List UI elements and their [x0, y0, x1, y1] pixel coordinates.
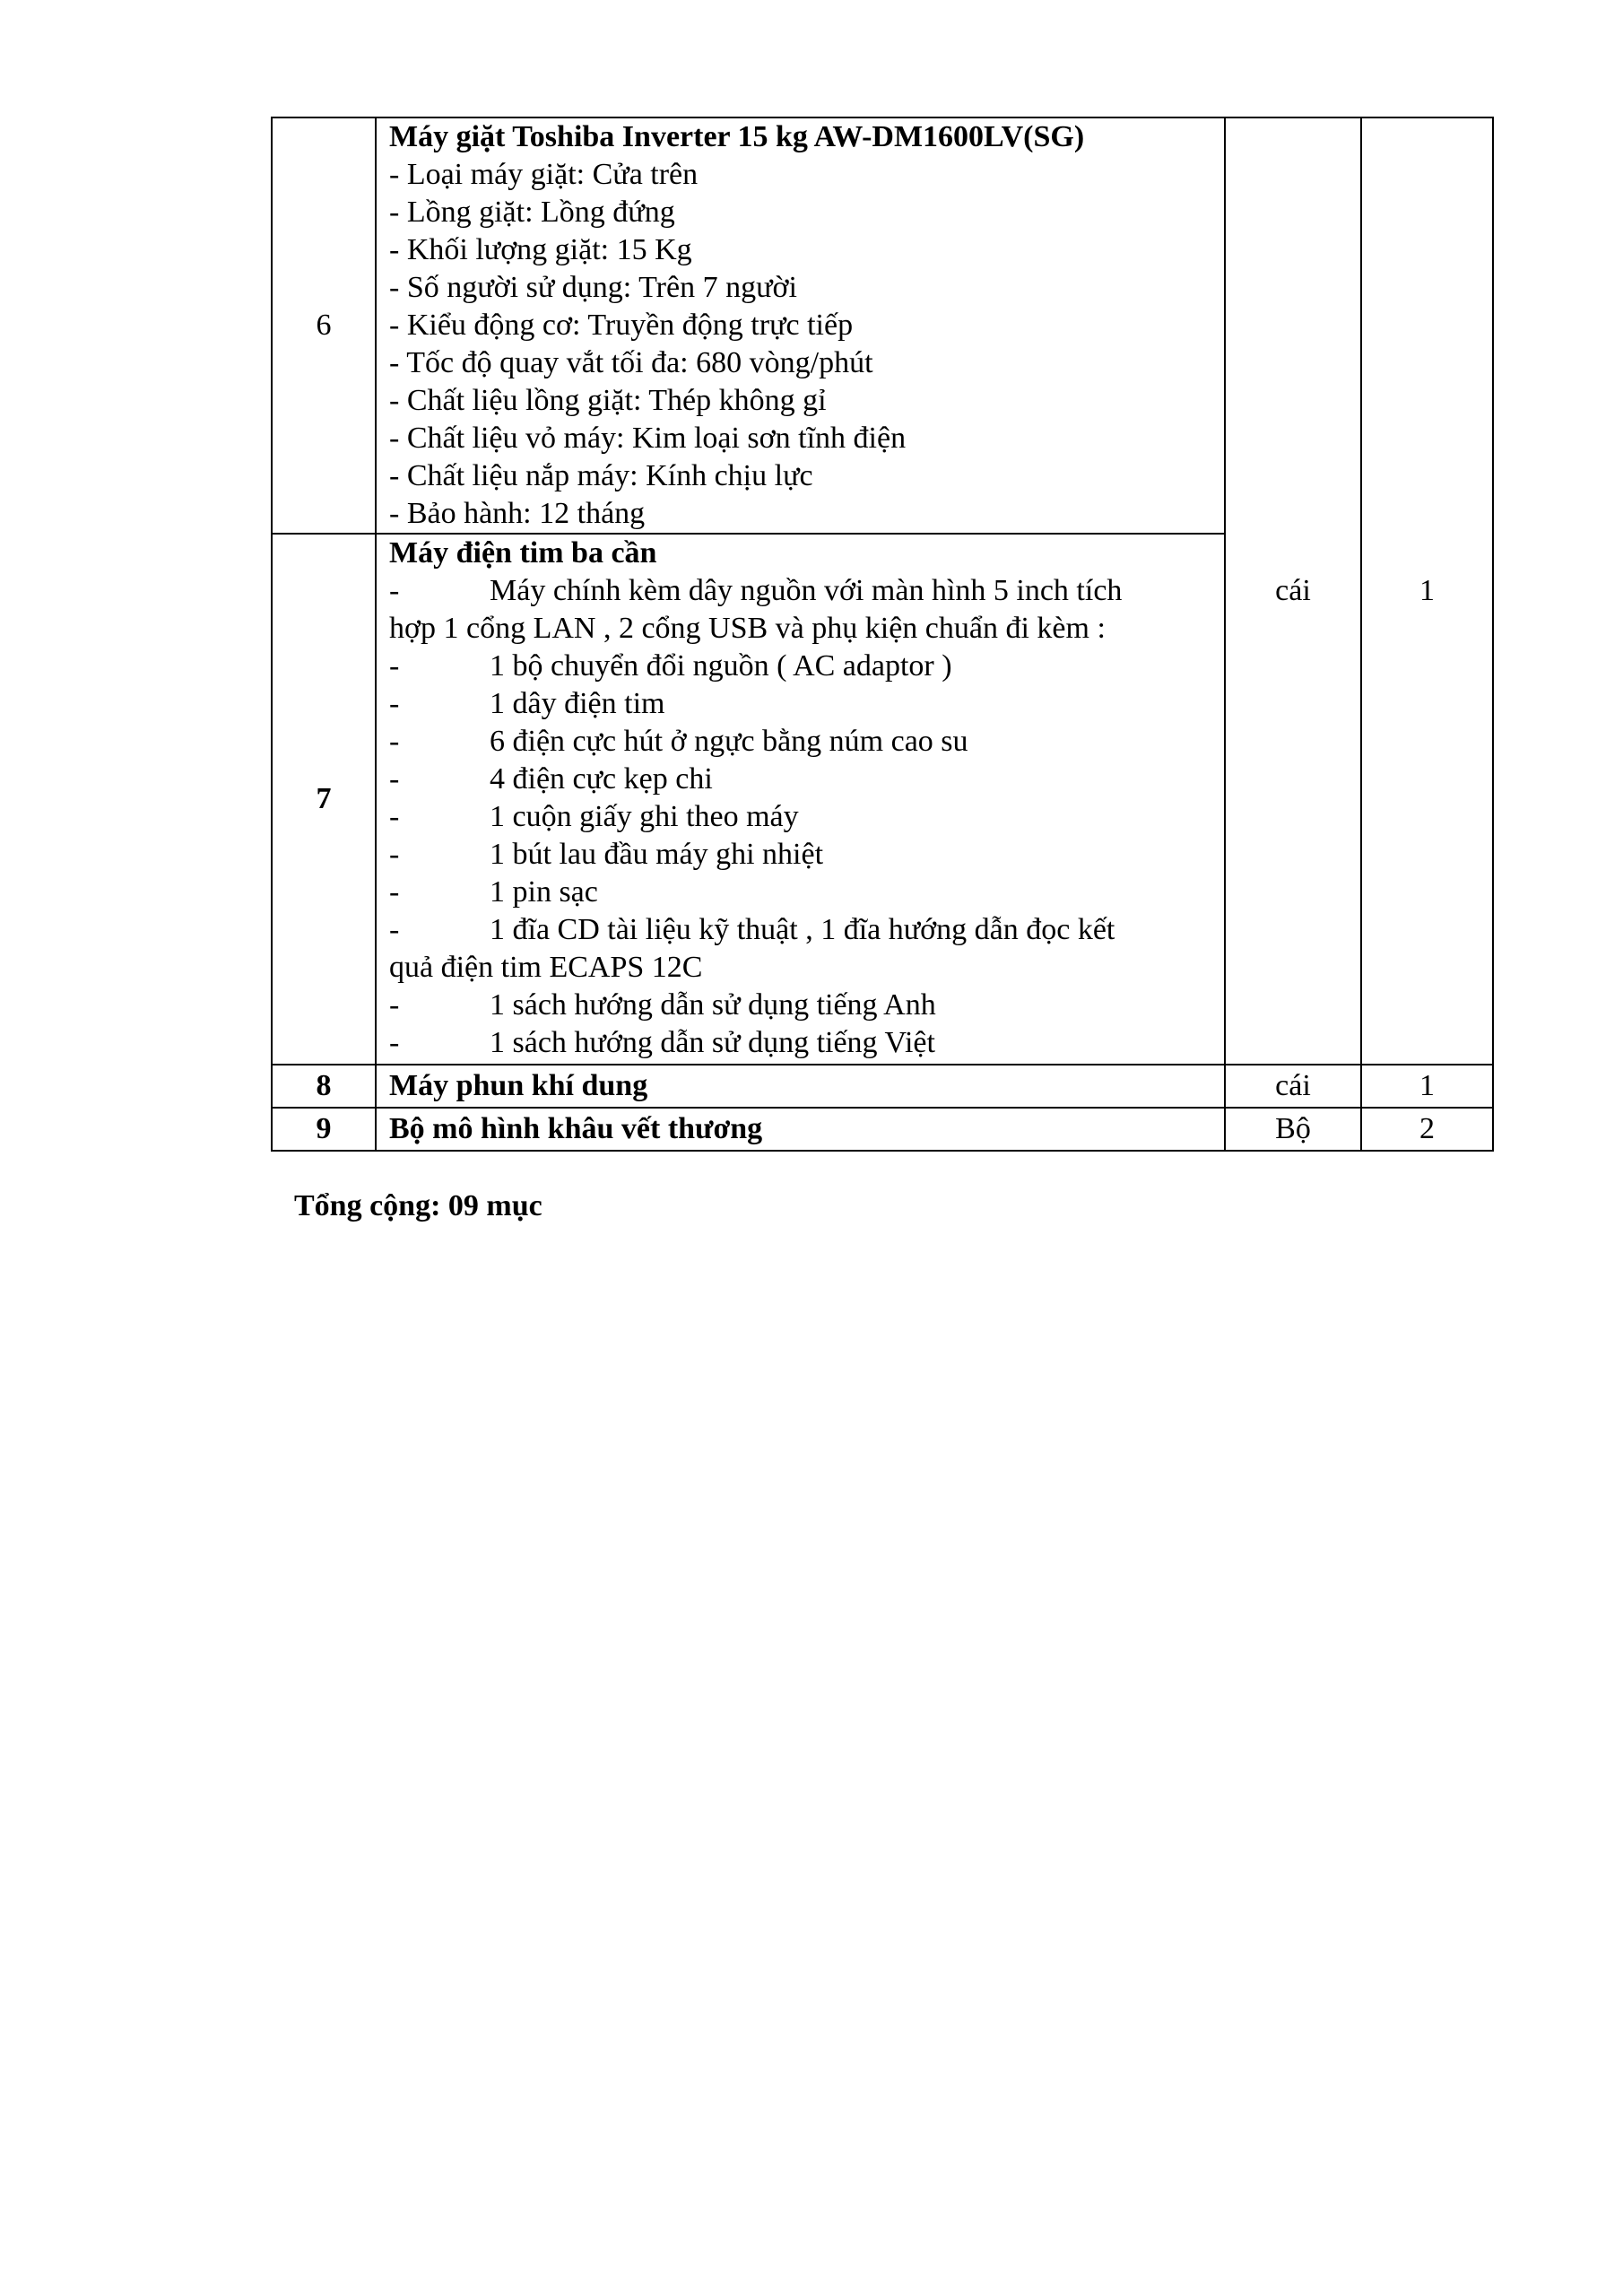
dash-marker: - — [389, 913, 400, 946]
row-number: 6 — [272, 117, 376, 534]
row-number: 7 — [272, 534, 376, 1065]
accessory-line: - 1 đĩa CD tài liệu kỹ thuật , 1 đĩa hướng dẫn đọc kết — [389, 911, 1211, 949]
spec-line: - Tốc độ quay vắt tối đa: 680 vòng/phút — [389, 346, 873, 379]
spec-line: - Chất liệu lồng giặt: Thép không gỉ — [389, 384, 827, 417]
quantity-cell: 1 — [1361, 1065, 1493, 1108]
item-title: Bộ mô hình khâu vết thương — [389, 1112, 763, 1145]
unit-cell: Bộ — [1225, 1108, 1361, 1151]
accessory-line: - 1 bộ chuyển đổi nguồn ( AC adaptor ) — [389, 648, 1211, 685]
item-description — [376, 534, 1225, 1065]
dash-marker: - — [389, 800, 400, 833]
table-row — [272, 1108, 1493, 1151]
item-title: Máy phun khí dung — [389, 1069, 648, 1102]
unit-cell: cái — [1225, 117, 1361, 1065]
spec-line: hợp 1 cổng LAN , 2 cổng USB và phụ kiện chuẩn đi kèm : — [389, 612, 1106, 645]
dash-marker: - — [389, 1026, 400, 1059]
accessory-line: - 1 cuộn giấy ghi theo máy — [389, 798, 1211, 836]
accessory-line: - 4 điện cực kẹp chi — [389, 761, 1211, 798]
accessory-line: - 1 pin sạc — [389, 874, 1211, 911]
dash-marker: - — [389, 725, 400, 758]
item-description — [376, 1065, 1225, 1108]
total-summary: Tổng cộng: 09 mục — [294, 1189, 542, 1222]
unit-cell: cái — [1225, 1065, 1361, 1108]
dash-marker: - — [389, 875, 400, 909]
dash-marker: - — [389, 838, 400, 871]
spec-line: - Chất liệu vỏ máy: Kim loại sơn tĩnh điện — [389, 422, 907, 455]
accessory-line: - 1 sách hướng dẫn sử dụng tiếng Việt — [389, 1024, 1211, 1062]
item-description — [376, 117, 1225, 534]
spec-line: - Kiểu động cơ: Truyền động trực tiếp — [389, 309, 854, 342]
spec-line: - Máy chính kèm dây nguồn với màn hình 5 inch tích — [389, 572, 1211, 610]
equipment-table — [271, 117, 1494, 1152]
dash-marker: - — [389, 988, 400, 1022]
row-number: 9 — [272, 1108, 376, 1151]
spec-line: - Khối lượng giặt: 15 Kg — [389, 233, 692, 266]
spec-line: - Bảo hành: 12 tháng — [389, 497, 646, 530]
dash-marker: - — [389, 574, 400, 607]
spec-line: - Lồng giặt: Lồng đứng — [389, 196, 675, 229]
item-title: Máy điện tim ba cần — [389, 536, 657, 570]
accessory-line: - 6 điện cực hút ở ngực bằng núm cao su — [389, 723, 1211, 761]
dash-marker: - — [389, 762, 400, 796]
spec-line: - Chất liệu nắp máy: Kính chịu lực — [389, 459, 813, 492]
spec-line: quả điện tim ECAPS 12C — [389, 951, 703, 984]
spec-line: - Số người sử dụng: Trên 7 người — [389, 271, 797, 304]
accessory-line: - 1 sách hướng dẫn sử dụng tiếng Anh — [389, 987, 1211, 1024]
table-row — [272, 117, 1493, 534]
dash-marker: - — [389, 649, 400, 683]
quantity-cell: 2 — [1361, 1108, 1493, 1151]
accessory-line: - 1 bút lau đầu máy ghi nhiệt — [389, 836, 1211, 874]
row-number: 8 — [272, 1065, 376, 1108]
dash-marker: - — [389, 687, 400, 720]
spec-line: - Loại máy giặt: Cửa trên — [389, 158, 699, 191]
item-description — [376, 1108, 1225, 1151]
item-title: Máy giặt Toshiba Inverter 15 kg AW-DM1600LV(SG) — [389, 120, 1085, 153]
quantity-cell: 1 — [1361, 117, 1493, 1065]
accessory-line: - 1 dây điện tim — [389, 685, 1211, 723]
table-row — [272, 1065, 1493, 1108]
